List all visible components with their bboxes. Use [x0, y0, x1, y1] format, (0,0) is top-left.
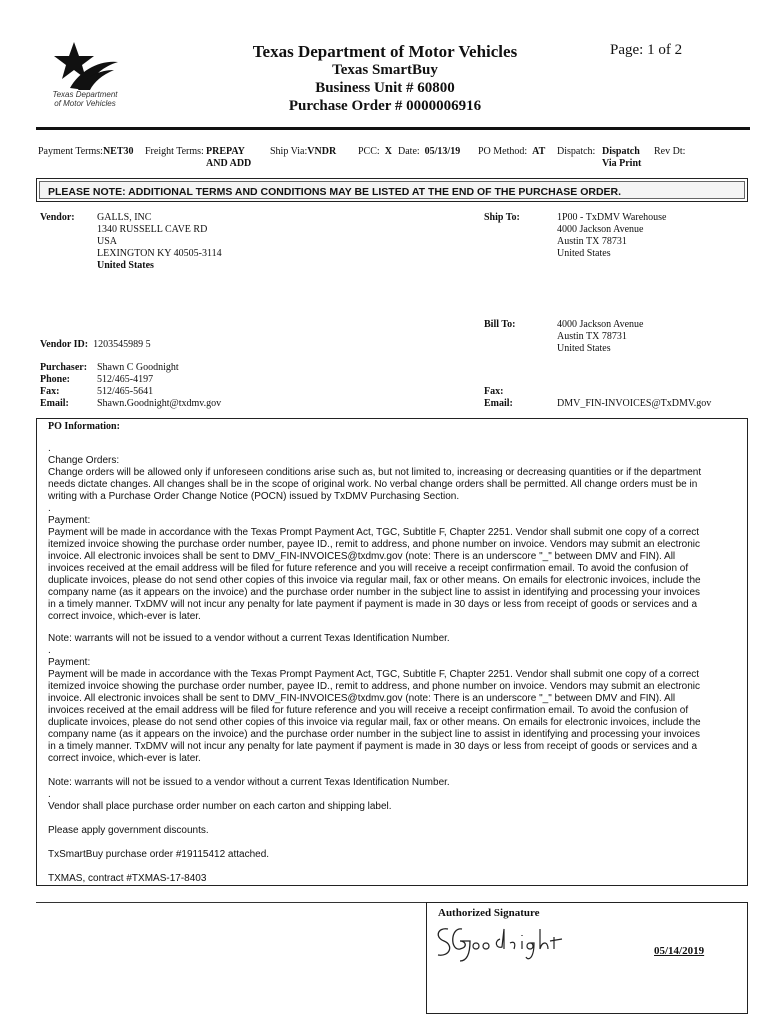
bill-contact-email: DMV_FIN-INVOICES@TxDMV.gov [557, 398, 712, 409]
additional-terms-note: PLEASE NOTE: ADDITIONAL TERMS AND CONDITIONS MAY BE LISTED AT THE END OF THE PURCHASE ORDER. [48, 186, 622, 198]
page-title: Texas Department of Motor Vehicles [252, 42, 518, 61]
header-divider [36, 127, 750, 130]
business-unit: Business Unit # 60800 [315, 80, 455, 96]
bill-to-label: Bill To: [484, 319, 516, 330]
po-method: PO Method: AT [478, 146, 546, 157]
po-info-smartbuy: TxSmartBuy purchase order #19115412 attached. [48, 849, 270, 860]
dispatch-value: Dispatch Via Print [602, 146, 642, 169]
vendor-label: Vendor: [40, 212, 75, 223]
ship-to-label: Ship To: [484, 212, 520, 223]
ship-to-address: 1P00 - TxDMV Warehouse 4000 Jackson Avenue Austin TX 78731 United States [557, 212, 667, 259]
payment-terms [38, 146, 134, 158]
freight-terms-value: PREPAY AND ADD [206, 146, 252, 169]
logo-text: Texas Department of Motor Vehicles [52, 90, 118, 108]
po-info-change-orders-payment: . Change Orders: Change orders will be allowed only if unforeseen conditions arise such as, but not limited to, increasing or decreasing quantities or if the department needs dictate changes. All changes shall be in the scope of original work. No verbal change orders shall be permitted. All change orders must be in writing with a Purchase Order Change Notice (POCN) issued by TxDMV Purchasing Section. . Payment: Payment will be made in accordance with the Texas Prompt Payment Act, TGC, Subtitle F, Chapter 2251. Vendor shall submit one copy of a correct itemized invoice showing the purchase order number, payee ID., remit to address, and phone number on invoice. Vendors may submit an electronic invoice. All electronic invoices shall be sent to DMV_FIN-INVOICES@txdmv.gov (note: There is an underscore "_" between DMV and FIN). All invoices received at the email address will be filed for future reference and you will receive a receipt confirmation email. To avoid the confusion of duplicate invoices, please do not send other copies of this invoice via regular mail, fax or other means. On emails for electronic invoices, include the company name (as it appears on the invoice) and the purchase order number in the subject line to assist in identifying and processing your invoices in a timely manner. TxDMV will not incur any penalty for late payment if payment is made in 30 days or less from receipt of goods or services and a correct invoice, which-ever is later. [48, 443, 702, 622]
signature-date: 05/14/2019 [654, 945, 705, 957]
po-info-payment-repeat: Note: warrants will not be issued to a vendor without a current Texas Identification Number. . Payment: Payment will be made in accordance with the Texas Prompt Payment Act, TGC, Subtitle F, Chapter 2251. Vendor shall submit one copy of a correct itemized invoice showing the purchase order number, payee ID., remit to address, and phone number on invoice. Vendors may submit an electronic invoice. All electronic invoices shall be sent to DMV_FIN-INVOICES@txdmv.gov (note: There is an underscore "_" between DMV and FIN). All invoices received at the email address will be filed for future reference and you will receive a receipt confirmation email. To avoid the confusion of duplicate invoices, please do not send other copies of this invoice via regular mail, fax or other means. On emails for electronic invoices, include the company name (as it appears on the invoice) and the purchase order number in the subject line to assist in identifying and processing your invoices in a timely manner. TxDMV will not incur any penalty for late payment if payment is made in 30 days or less from receipt of goods or services and a correct invoice, which-ever is later. [48, 633, 701, 764]
purchaser-values: Shawn C Goodnight 512/465-4197 512/465-5641 Shawn.Goodnight@txdmv.gov [97, 362, 222, 409]
po-information-title: PO Information: [48, 421, 120, 432]
subtitle: Texas SmartBuy [332, 62, 438, 78]
purchaser-labels: Purchaser: Phone: Fax: Email: [40, 362, 88, 409]
po-info-vendor-shipping: Note: warrants will not be issued to a vendor without a current Texas Identification Number. . Vendor shall place purchase order number on each carton and shipping label. [48, 777, 450, 812]
freight-terms-label: Freight Terms: [145, 146, 204, 157]
page-number: Page: 1 of 2 [610, 42, 683, 58]
bill-contact-labels: Fax: Email: [484, 386, 513, 409]
rev-dt-label: Rev Dt: [654, 146, 686, 157]
handwritten-signature [430, 915, 630, 965]
vendor-address: GALLS, INC 1340 RUSSELL CAVE RD USA LEXINGTON KY 40505-3114 United States [97, 212, 222, 271]
po-date: Date: 05/13/19 [398, 146, 461, 157]
authorized-signature-label: Authorized Signature [438, 907, 540, 919]
bill-to-address: 4000 Jackson Avenue Austin TX 78731 United States [557, 319, 644, 354]
dispatch-label: Dispatch: [557, 146, 596, 157]
payment-terms-label: Payment Terms: [38, 146, 103, 157]
po-info-txmas-contract: TXMAS, contract #TXMAS-17-8403 [48, 873, 207, 884]
payment-terms-value: NET30 [102, 146, 134, 157]
purchase-order-number: Purchase Order # 0000006916 [288, 98, 482, 114]
po-info-discounts: Please apply government discounts. [48, 825, 209, 836]
ship-via: Ship Via:VNDR [270, 146, 337, 157]
pcc: PCC: X [358, 146, 392, 157]
vendor-id: Vendor ID: 1203545989 5 [40, 339, 151, 350]
